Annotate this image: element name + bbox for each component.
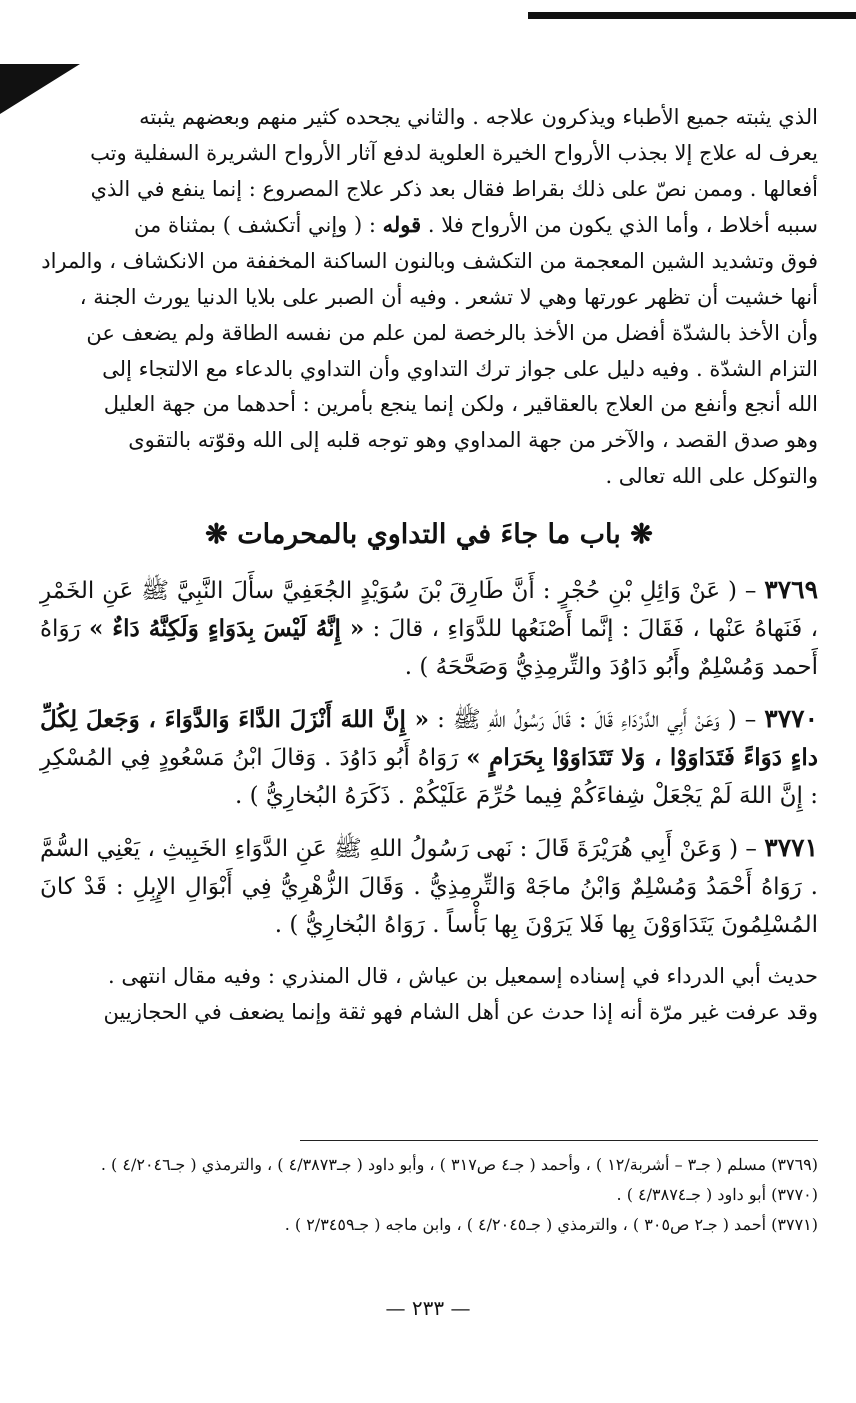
intro-line-text: سببه أخلاط ، وأما الذي يكون من الأرواح فلا .	[427, 213, 818, 238]
intro-line: التزام الشدّة . وفيه دليل على جواز ترك التداوي وأن التداوي بالدعاء مع الالتجاء إلى	[102, 356, 818, 381]
hadith-3770	[40, 700, 818, 815]
hadith-source: رَوَاهُ أَبُو دَاوُدَ . وَقالَ ابْنُ مَسْعُودٍ فِي المُسْكِرِ : إِنَّ اللهَ لَمْ يَجْعَلْ شِفاءَكُمْ فِيما حُرِّمَ عَلَيْكُمْ . ذَكَرَهُ البُخارِيُّ ) .	[40, 744, 818, 809]
intro-line: أفعالها . وممن نصّ على ذلك بقراط فقال بعد ذكر علاج المصروع : إنما ينفع في الذي	[90, 176, 818, 201]
footnotes	[40, 1150, 818, 1240]
commentary-line: حديث أبي الدرداء في إسناده إسمعيل بن عياش ، قال المنذري : وفيه مقال انتهى .	[107, 963, 818, 988]
hadith-text: – ( وَعَنْ أَبِي هُرَيْرَةَ قَالَ : نَهى رَسُولُ اللهِ ﷺ عَنِ الدَّوَاءِ الخَبِيثِ ، يَعْنِي السُّمَّ . رَوَاهُ أَحْمَدُ وَمُسْلِمٌ وَابْنُ ماجَهْ وَالتِّرمِذِيُّ . وَقَالَ الزُّهْرِيُّ فِي أَبْوَالِ الإِبِلِ : قَدْ كانَ المُسْلِمُونَ يَتَدَاوَوْنَ بِها فَلا يَرَوْنَ بِها بَأْساً . رَوَاهُ البُخارِيُّ ) .	[40, 835, 818, 938]
hadith-text: – ( وَعَنْ أَبِي الدَّرْدَاءِ قَالَ : قَالَ رَسُولُ اللهِ ﷺ :	[437, 706, 757, 733]
footnote-divider	[300, 1140, 818, 1141]
hadith-quote: « إِنَّهُ لَيْسَ بِدَوَاءٍ وَلَكِنَّهُ دَاءٌ »	[88, 614, 365, 642]
top-decorative-rule	[528, 12, 856, 19]
intro-line: الله أنجع وأنفع من العلاج بالعقاقير ، ولكن إنما ينجع بأمرين : أحدهما من جهة العليل	[103, 392, 818, 417]
hadith-number: ٣٧٧١	[764, 832, 818, 862]
intro-line: الذي يثبته جميع الأطباء ويذكرون علاجه . والثاني يجحده كثير منهم وبعضهم يثبته	[139, 105, 818, 129]
hadith-text: – ( عَنْ وَائِلِ بْنِ حُجْرٍ : أَنَّ طَارِقَ بْنَ سُوَيْدٍ الجُعَفِيَّ سأَلَ النَّبِيَّ ﷺ عَنِ الخَمْرِ ، فَنَهاهُ عَنْها ، فَقَالَ : إنَّما أَصْنَعُها للدَّوَاءِ ، قالَ :	[40, 577, 818, 642]
intro-line: وهو صدق القصد ، والآخر من جهة المداوي وهو توجه قلبه إلى الله وقوّته بالتقوى	[128, 428, 818, 453]
commentary-line: وقد عرفت غير مرّة أنه إذا حدث عن أهل الشام فهو ثقة وإنما يضعف في الحجازيين	[103, 999, 818, 1024]
hadith-3769	[40, 571, 818, 686]
hadith-source: رَوَاهُ أَحمد وَمُسْلِمٌ وأَبُو دَاوُدَ والتِّرمِذِيُّ وَصَحَّحَهُ ) .	[40, 615, 818, 680]
commentary-block	[40, 958, 818, 1030]
hadith-number: ٣٧٧٠	[764, 703, 818, 733]
page-number: — ٢٣٣ —	[385, 1296, 471, 1320]
intro-line: يعرف له علاج إلا بجذب الأرواح الخيرة العلوية لدفع آثار الأرواح الشريرة السفلية وتب	[90, 140, 818, 165]
chapter-heading: ❋ باب ما جاءَ في التداوي بالمحرمات ❋	[205, 518, 653, 550]
intro-line	[40, 207, 818, 244]
footnote-3769: (٣٧٦٩) مسلم ( جـ٣ – أشربة/١٢ ) ، وأحمد ( جـ٤ ص٣١٧ ) ، وأبو داود ( جـ٤/٣٨٧٣ ) ، والترمذي ( جـ٤/٢٠٤٦ ) .	[100, 1155, 818, 1174]
page-body	[40, 100, 818, 1030]
hadith-quote: « إِنَّ اللهَ أَنْزَلَ الدَّاءَ وَالدَّوَاءَ ، وَجَعلَ لِكُلِّ داءٍ دَوَاءً فَتَدَاوَوْا ، وَلا تَتَدَاوَوْا بِحَرَامٍ »	[40, 705, 819, 771]
hadith-3771	[40, 829, 818, 944]
qawluhu-text: : ( وإني أتكشف ) بمثناة من	[134, 213, 376, 238]
intro-line: فوق وتشديد الشين المعجمة من التكشف وبالنون الساكنة المخففة من الانكشاف ، والمراد	[41, 249, 818, 274]
intro-line: والتوكل على الله تعالى .	[605, 463, 818, 488]
qawluhu-keyword: قوله	[382, 212, 422, 238]
intro-line: أنها خشيت أن تظهر عورتها وهي لا تشعر . وفيه أن الصبر على بلايا الدنيا يورث الجنة ،	[79, 284, 818, 309]
intro-line: وأن الأخذ بالشدّة أفضل من الأخذ بالرخصة لمن علم من نفسه الطاقة ولم يضعف عن	[86, 320, 818, 345]
hadith-number: ٣٧٦٩	[764, 574, 818, 604]
footnote-3771: (٣٧٧١) أحمد ( جـ٢ ص٣٠٥ ) ، والترمذي ( جـ٤/٢٠٤٥ ) ، وابن ماجه ( جـ٢/٣٤٥٩ ) .	[284, 1215, 818, 1234]
footnote-3770: (٣٧٧٠) أبو داود ( جـ٤/٣٨٧٤ ) .	[616, 1185, 818, 1204]
